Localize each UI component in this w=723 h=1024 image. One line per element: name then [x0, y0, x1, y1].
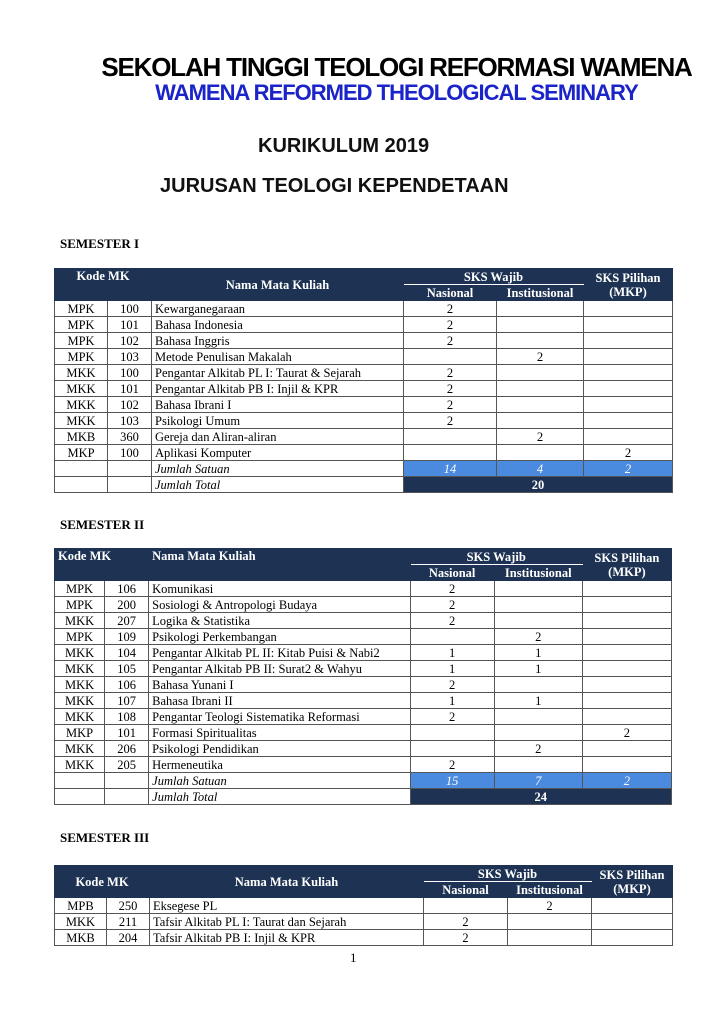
table-row: [55, 317, 673, 333]
course-category: MKP: [55, 725, 105, 741]
table-row: [55, 629, 672, 645]
table-row: [55, 757, 672, 773]
course-category: MKK: [55, 693, 105, 709]
course-number: 101: [108, 317, 152, 333]
course-name: Bahasa Ibrani II: [149, 693, 410, 709]
sum-nasional: 14: [404, 461, 497, 477]
sks-institusional: 1: [494, 645, 582, 661]
sks-pilihan: [582, 597, 671, 613]
table-row: [55, 429, 673, 445]
course-name: Pengantar Alkitab PB II: Surat2 & Wahyu: [149, 661, 410, 677]
table-row: [55, 677, 672, 693]
sum-pilihan: 2: [582, 773, 671, 789]
course-number: 211: [107, 914, 150, 930]
course-category: MKK: [55, 914, 107, 930]
course-number: 103: [108, 349, 152, 365]
course-name: Sosiologi & Antropologi Budaya: [149, 597, 410, 613]
course-category: MPK: [55, 349, 108, 365]
sks-pilihan: [584, 317, 673, 333]
table-row: [55, 381, 673, 397]
course-name: Pengantar Alkitab PL I: Taurat & Sejarah: [152, 365, 404, 381]
sks-pilihan: [584, 333, 673, 349]
table-row: [55, 397, 673, 413]
sks-institusional: [497, 445, 584, 461]
sks-institusional: [497, 381, 584, 397]
sks-nasional: 1: [410, 693, 494, 709]
sks-institusional: 1: [494, 693, 582, 709]
empty-cell: [55, 461, 108, 477]
course-number: 200: [105, 597, 149, 613]
course-name: Hermeneutika: [149, 757, 410, 773]
jumlah-total-row: [55, 477, 673, 493]
table-row: [55, 581, 672, 597]
sks-pilihan: [584, 349, 673, 365]
course-name: Pengantar Alkitab PL II: Kitab Puisi & Nabi2: [149, 645, 410, 661]
table-row: [55, 333, 673, 349]
table-row: [55, 661, 672, 677]
empty-cell: [55, 477, 108, 493]
sks-nasional: 2: [410, 757, 494, 773]
course-name: Bahasa Ibrani I: [152, 397, 404, 413]
sks-institusional: [497, 397, 584, 413]
sks-pilihan: [582, 581, 671, 597]
col-nasional-header: Nasional: [410, 565, 494, 581]
sks-nasional: 2: [410, 581, 494, 597]
col-institusional-header: Institusional: [497, 285, 584, 301]
empty-cell: [108, 461, 152, 477]
semester-3-table: [54, 865, 673, 946]
course-category: MKK: [55, 365, 108, 381]
course-number: 204: [107, 930, 150, 946]
sks-institusional: 2: [508, 898, 592, 914]
jumlah-satuan-label: Jumlah Satuan: [152, 461, 404, 477]
course-name: Formasi Spiritualitas: [149, 725, 410, 741]
course-number: 207: [105, 613, 149, 629]
jumlah-total-row: [55, 789, 672, 805]
col-nasional-header: Nasional: [424, 882, 508, 898]
semester-1-title: SEMESTER I: [60, 236, 140, 251]
department-title: JURUSAN TEOLOGI KEPENDETAAN: [160, 175, 509, 197]
course-category: MKB: [55, 429, 108, 445]
sum-institusional: 4: [497, 461, 584, 477]
sks-pilihan: [582, 757, 671, 773]
table-row: [55, 613, 672, 629]
course-number: 108: [105, 709, 149, 725]
sks-institusional: [497, 333, 584, 349]
semester-3-title: SEMESTER III: [60, 830, 150, 845]
sks-institusional: [494, 581, 582, 597]
course-category: MKK: [55, 677, 105, 693]
curriculum-title: KURIKULUM 2019: [258, 135, 430, 157]
course-category: MPB: [55, 898, 107, 914]
sks-nasional: 1: [410, 645, 494, 661]
course-number: 360: [108, 429, 152, 445]
course-number: 107: [105, 693, 149, 709]
course-number: 100: [108, 301, 152, 317]
jumlah-satuan-label: Jumlah Satuan: [149, 773, 410, 789]
total-sks: 20: [404, 477, 673, 493]
table-row: [55, 930, 673, 946]
course-number: 104: [105, 645, 149, 661]
table-row: [55, 365, 673, 381]
course-number: 250: [107, 898, 150, 914]
sks-pilihan: [582, 629, 671, 645]
sks-institusional: [494, 597, 582, 613]
course-category: MKK: [55, 645, 105, 661]
course-category: MPK: [55, 333, 108, 349]
course-name: Komunikasi: [149, 581, 410, 597]
table-row: [55, 693, 672, 709]
institution-title: SEKOLAH TINGGI TEOLOGI REFORMASI WAMENA: [101, 52, 692, 82]
course-category: MPK: [55, 301, 108, 317]
sum-pilihan: 2: [584, 461, 673, 477]
course-category: MKK: [55, 381, 108, 397]
empty-cell: [105, 773, 149, 789]
sks-nasional: 2: [404, 301, 497, 317]
sum-institusional: 7: [494, 773, 582, 789]
table-row: [55, 725, 672, 741]
sks-institusional: [497, 301, 584, 317]
course-category: MKK: [55, 709, 105, 725]
jumlah-total-label: Jumlah Total: [152, 477, 404, 493]
empty-cell: [108, 477, 152, 493]
sks-nasional: [404, 445, 497, 461]
course-name: Eksegese PL: [150, 898, 424, 914]
course-category: MKP: [55, 445, 108, 461]
table-row: [55, 349, 673, 365]
table-row: [55, 597, 672, 613]
course-number: 105: [105, 661, 149, 677]
course-name: Tafsir Alkitab PB I: Injil & KPR: [150, 930, 424, 946]
table-row: [55, 301, 673, 317]
sks-pilihan: [584, 301, 673, 317]
course-number: 100: [108, 445, 152, 461]
course-name: Pengantar Teologi Sistematika Reformasi: [149, 709, 410, 725]
semester-2-title: SEMESTER II: [60, 517, 145, 532]
course-name: Gereja dan Aliran-aliran: [152, 429, 404, 445]
sks-nasional: 2: [424, 930, 508, 946]
course-category: MKK: [55, 413, 108, 429]
course-category: MPK: [55, 597, 105, 613]
total-sks: 24: [410, 789, 671, 805]
semester-2-table: [54, 548, 672, 805]
empty-cell: [55, 789, 105, 805]
semester-1-table: [54, 268, 673, 493]
sks-pilihan: [584, 381, 673, 397]
col-pilihan-header: SKS Pilihan (MKP): [592, 866, 673, 898]
sks-nasional: 2: [410, 613, 494, 629]
sks-institusional: [494, 677, 582, 693]
sks-nasional: 2: [404, 317, 497, 333]
course-category: MKK: [55, 741, 105, 757]
sks-nasional: 1: [410, 661, 494, 677]
sum-nasional: 15: [410, 773, 494, 789]
course-name: Bahasa Indonesia: [152, 317, 404, 333]
table-row: [55, 709, 672, 725]
course-number: 100: [108, 365, 152, 381]
course-name: Tafsir Alkitab PL I: Taurat dan Sejarah: [150, 914, 424, 930]
course-number: 102: [108, 333, 152, 349]
col-wajib-header: SKS Wajib: [410, 549, 582, 565]
sks-pilihan: [582, 741, 671, 757]
col-nasional-header: Nasional: [404, 285, 497, 301]
course-name: Kewarganegaraan: [152, 301, 404, 317]
jumlah-satuan-row: [55, 773, 672, 789]
sks-institusional: [494, 613, 582, 629]
sks-institusional: [497, 413, 584, 429]
table-row: [55, 413, 673, 429]
course-category: MKK: [55, 661, 105, 677]
sks-institusional: [494, 757, 582, 773]
course-category: MKB: [55, 930, 107, 946]
sks-nasional: 2: [404, 397, 497, 413]
sks-pilihan: [582, 613, 671, 629]
page-number: 1: [350, 950, 357, 965]
table-row: [55, 445, 673, 461]
course-name: Psikologi Umum: [152, 413, 404, 429]
col-kode-header: Kode MK: [55, 549, 149, 581]
sks-institusional: 1: [494, 661, 582, 677]
col-nama-header: Nama Mata Kuliah: [152, 269, 404, 301]
sks-nasional: 2: [410, 677, 494, 693]
sks-institusional: [494, 725, 582, 741]
col-pilihan-header: SKS Pilihan (MKP): [584, 269, 673, 301]
sks-institusional: [494, 709, 582, 725]
col-institusional-header: Institusional: [508, 882, 592, 898]
sks-pilihan: 2: [582, 725, 671, 741]
course-number: 206: [105, 741, 149, 757]
sks-institusional: [508, 914, 592, 930]
course-category: MPK: [55, 581, 105, 597]
sks-pilihan: [584, 413, 673, 429]
sks-nasional: [410, 741, 494, 757]
sks-nasional: [410, 725, 494, 741]
sks-pilihan: [592, 898, 673, 914]
col-nama-header: Nama Mata Kuliah: [150, 866, 424, 898]
institution-title-en: WAMENA REFORMED THEOLOGICAL SEMINARY: [155, 80, 638, 105]
course-number: 106: [105, 581, 149, 597]
jumlah-total-label: Jumlah Total: [149, 789, 410, 805]
course-number: 102: [108, 397, 152, 413]
col-kode-header: Kode MK: [55, 269, 152, 301]
sks-institusional: 2: [497, 429, 584, 445]
course-name: Psikologi Pendidikan: [149, 741, 410, 757]
sks-nasional: 2: [404, 365, 497, 381]
table-row: [55, 741, 672, 757]
course-name: Pengantar Alkitab PB I: Injil & KPR: [152, 381, 404, 397]
course-name: Bahasa Inggris: [152, 333, 404, 349]
sks-nasional: 2: [404, 413, 497, 429]
sks-pilihan: [592, 930, 673, 946]
sks-pilihan: [582, 709, 671, 725]
course-category: MKK: [55, 613, 105, 629]
sks-pilihan: [582, 693, 671, 709]
sks-institusional: 2: [494, 741, 582, 757]
sks-nasional: 2: [404, 333, 497, 349]
course-number: 103: [108, 413, 152, 429]
sks-nasional: 2: [404, 381, 497, 397]
sks-pilihan: [582, 645, 671, 661]
table-row: [55, 898, 673, 914]
sks-pilihan: [582, 677, 671, 693]
col-kode-header: Kode MK: [55, 866, 150, 898]
sks-institusional: 2: [494, 629, 582, 645]
sks-nasional: 2: [410, 709, 494, 725]
sks-pilihan: [584, 397, 673, 413]
sks-pilihan: 2: [584, 445, 673, 461]
sks-institusional: [497, 317, 584, 333]
col-pilihan-header: SKS Pilihan (MKP): [582, 549, 671, 581]
table-row: [55, 645, 672, 661]
empty-cell: [55, 773, 105, 789]
sks-nasional: [424, 898, 508, 914]
course-number: 205: [105, 757, 149, 773]
sks-institusional: 2: [497, 349, 584, 365]
sks-nasional: 2: [410, 597, 494, 613]
course-category: MPK: [55, 317, 108, 333]
sks-pilihan: [584, 365, 673, 381]
course-number: 109: [105, 629, 149, 645]
sks-pilihan: [584, 429, 673, 445]
col-nama-header: Nama Mata Kuliah: [149, 549, 410, 581]
course-category: MKK: [55, 397, 108, 413]
sks-nasional: 2: [424, 914, 508, 930]
course-number: 101: [105, 725, 149, 741]
col-wajib-header: SKS Wajib: [404, 269, 584, 285]
course-category: MPK: [55, 629, 105, 645]
jumlah-satuan-row: [55, 461, 673, 477]
table-row: [55, 914, 673, 930]
course-number: 101: [108, 381, 152, 397]
course-name: Logika & Statistika: [149, 613, 410, 629]
course-name: Bahasa Yunani I: [149, 677, 410, 693]
col-institusional-header: Institusional: [494, 565, 582, 581]
col-wajib-header: SKS Wajib: [424, 866, 592, 882]
sks-nasional: [404, 429, 497, 445]
sks-pilihan: [592, 914, 673, 930]
course-name: Metode Penulisan Makalah: [152, 349, 404, 365]
course-name: Aplikasi Komputer: [152, 445, 404, 461]
sks-institusional: [497, 365, 584, 381]
course-category: MKK: [55, 757, 105, 773]
sks-nasional: [404, 349, 497, 365]
sks-nasional: [410, 629, 494, 645]
course-name: Psikologi Perkembangan: [149, 629, 410, 645]
empty-cell: [105, 789, 149, 805]
course-number: 106: [105, 677, 149, 693]
sks-pilihan: [582, 661, 671, 677]
sks-institusional: [508, 930, 592, 946]
